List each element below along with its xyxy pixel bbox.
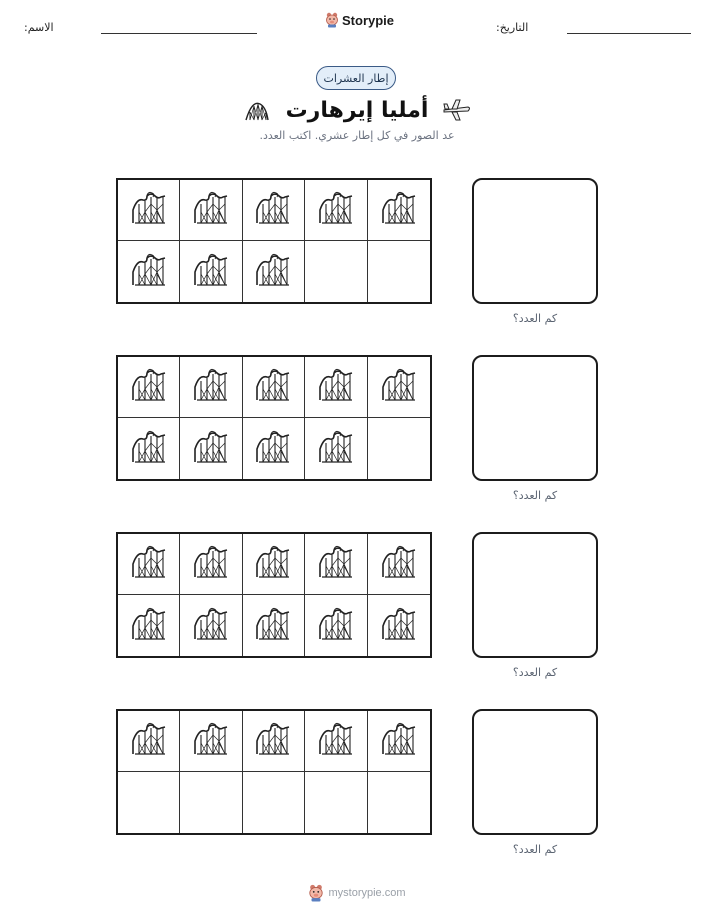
ten-frame-cell (305, 534, 367, 595)
footer-url: mystorypie.com (328, 887, 406, 899)
ten-frame-cell (118, 180, 180, 241)
roller-coaster-icon (253, 429, 293, 469)
roller-coaster-icon (191, 252, 231, 292)
ten-frame-cell (368, 595, 430, 656)
airplane-icon (442, 98, 472, 122)
ten-frame-cell (118, 357, 180, 418)
ten-frame-cell (368, 357, 430, 418)
ten-frame-cell (118, 534, 180, 595)
ten-frame-cell (305, 357, 367, 418)
roller-coaster-icon (253, 721, 293, 761)
ten-frame-cell (243, 357, 305, 418)
ten-frame-cell (180, 711, 242, 772)
roller-coaster-icon (191, 721, 231, 761)
ten-frame-cell (118, 595, 180, 656)
roller-coaster-icon (129, 190, 169, 230)
roller-coaster-icon (242, 98, 272, 122)
brand-name: Storypie (342, 12, 395, 28)
roller-coaster-icon (191, 190, 231, 230)
answer-box-4[interactable] (472, 709, 598, 835)
name-label: الاسم: (24, 21, 54, 34)
ten-frame-cell (180, 241, 242, 302)
ten-frame-cell (243, 241, 305, 302)
roller-coaster-icon (253, 544, 293, 584)
roller-coaster-icon (129, 252, 169, 292)
count-prompt-3: كم العدد؟ (512, 666, 558, 679)
ten-frame-2 (116, 355, 432, 481)
roller-coaster-icon (191, 544, 231, 584)
roller-coaster-icon (253, 367, 293, 407)
page-title: أمليا إيرهارت (285, 97, 429, 123)
count-prompt-1: كم العدد؟ (512, 312, 558, 325)
footer (0, 884, 714, 902)
roller-coaster-icon (316, 606, 356, 646)
roller-coaster-icon (316, 721, 356, 761)
roller-coaster-icon (316, 544, 356, 584)
ten-frame-cell (243, 534, 305, 595)
ten-frame-cell (368, 534, 430, 595)
count-prompt-2: كم العدد؟ (512, 489, 558, 502)
pig-mascot-icon (325, 12, 339, 28)
ten-frame-cell (368, 772, 430, 833)
roller-coaster-icon (316, 190, 356, 230)
ten-frame-cell (368, 711, 430, 772)
roller-coaster-icon (316, 429, 356, 469)
ten-frame-cell (305, 241, 367, 302)
roller-coaster-icon (379, 721, 419, 761)
ten-frame-cell (180, 595, 242, 656)
topic-pill: إطار العشرات (316, 66, 396, 90)
instructions: عد الصور في كل إطار عشري. اكتب العدد. (259, 129, 455, 142)
roller-coaster-icon (379, 606, 419, 646)
roller-coaster-icon (191, 606, 231, 646)
answer-box-3[interactable] (472, 532, 598, 658)
count-prompt-4: كم العدد؟ (512, 843, 558, 856)
roller-coaster-icon (379, 190, 419, 230)
ten-frame-cell (368, 418, 430, 479)
date-line (567, 33, 691, 34)
roller-coaster-icon (129, 429, 169, 469)
roller-coaster-icon (191, 429, 231, 469)
ten-frame-cell (243, 180, 305, 241)
ten-frame-cell (118, 418, 180, 479)
ten-frame-cell (243, 711, 305, 772)
roller-coaster-icon (129, 606, 169, 646)
ten-frame-cell (180, 357, 242, 418)
ten-frame-cell (243, 595, 305, 656)
roller-coaster-icon (129, 544, 169, 584)
roller-coaster-icon (129, 367, 169, 407)
roller-coaster-icon (316, 367, 356, 407)
pig-mascot-icon (308, 884, 324, 902)
ten-frame-cell (305, 180, 367, 241)
roller-coaster-icon (379, 367, 419, 407)
ten-frame-cell (118, 711, 180, 772)
title-row (200, 94, 514, 126)
roller-coaster-icon (191, 367, 231, 407)
ten-frame-cell (305, 711, 367, 772)
brand-logo (325, 12, 394, 28)
answer-box-2[interactable] (472, 355, 598, 481)
ten-frame-3 (116, 532, 432, 658)
ten-frame-cell (243, 772, 305, 833)
ten-frame-cell (243, 418, 305, 479)
ten-frame-cell (368, 241, 430, 302)
name-line (101, 33, 257, 34)
ten-frame-cell (305, 772, 367, 833)
ten-frame-cell (118, 772, 180, 833)
roller-coaster-icon (379, 544, 419, 584)
ten-frame-cell (305, 418, 367, 479)
ten-frame-4 (116, 709, 432, 835)
ten-frame-cell (180, 180, 242, 241)
roller-coaster-icon (129, 721, 169, 761)
roller-coaster-icon (253, 606, 293, 646)
answer-box-1[interactable] (472, 178, 598, 304)
roller-coaster-icon (253, 190, 293, 230)
ten-frame-1 (116, 178, 432, 304)
ten-frame-cell (305, 595, 367, 656)
ten-frame-cell (368, 180, 430, 241)
ten-frame-cell (180, 534, 242, 595)
ten-frame-cell (118, 241, 180, 302)
ten-frame-cell (180, 418, 242, 479)
roller-coaster-icon (253, 252, 293, 292)
worksheet-header (0, 0, 714, 50)
date-label: التاريخ: (496, 21, 529, 34)
ten-frame-cell (180, 772, 242, 833)
